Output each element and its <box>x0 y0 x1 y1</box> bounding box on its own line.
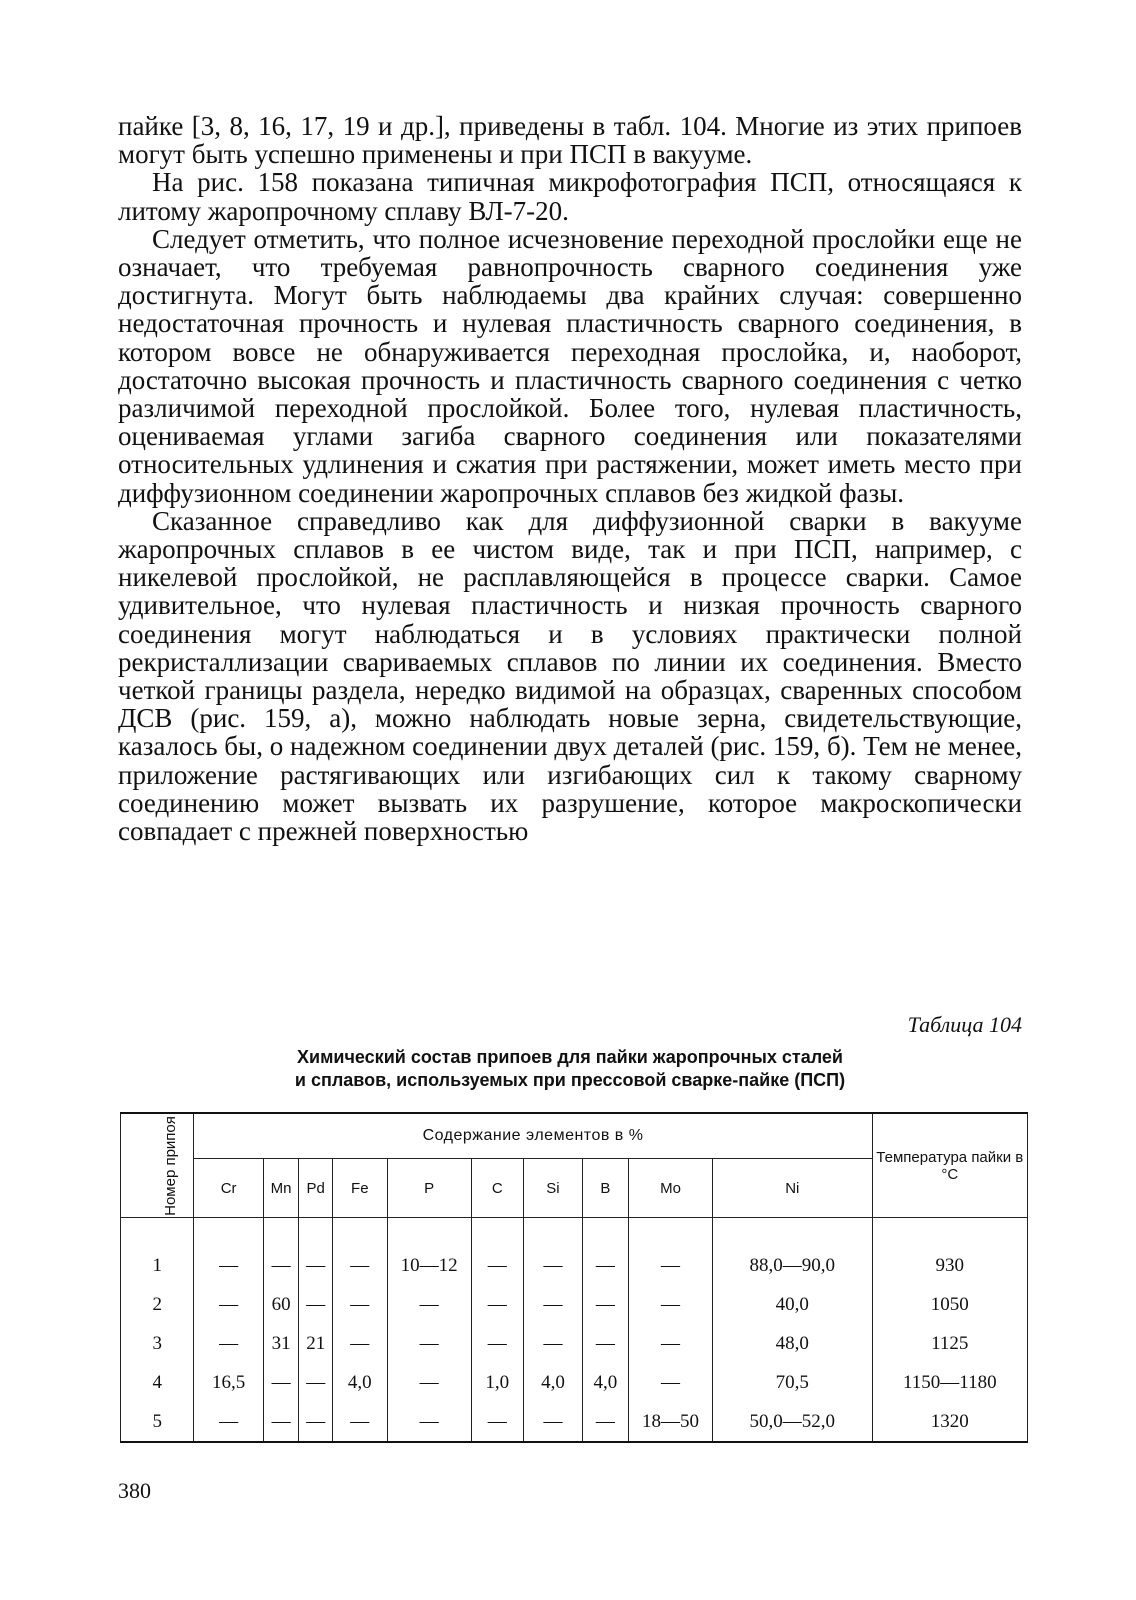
table-cell: — <box>387 1402 471 1442</box>
page-number: 380 <box>118 1478 151 1503</box>
table-cell <box>629 1218 713 1247</box>
table-cell: — <box>471 1246 523 1285</box>
table-cell: — <box>333 1324 388 1363</box>
table-cell: — <box>629 1324 713 1363</box>
table-cell: — <box>194 1285 263 1324</box>
table-cell <box>387 1218 471 1247</box>
header-temperature: Температура пайки в °С <box>872 1113 1027 1218</box>
header-element: Mo <box>629 1159 713 1218</box>
table-cell: 2 <box>121 1285 194 1324</box>
table-number: Таблица 104 <box>907 1012 1022 1037</box>
table-cell: 4,0 <box>333 1363 388 1402</box>
table-cell: — <box>582 1246 628 1285</box>
paragraph: На рис. 158 показана типичная микрофотография ПСП, относящаяся к литому жаропрочному сплаву ВЛ-7-20. <box>118 167 1022 226</box>
table-cell: 4,0 <box>524 1363 583 1402</box>
table-cell <box>872 1218 1027 1247</box>
table-cell: — <box>471 1324 523 1363</box>
header-element: Pd <box>299 1159 333 1218</box>
table-row <box>121 1246 1028 1285</box>
table-cell: — <box>524 1402 583 1442</box>
header-element: P <box>387 1159 471 1218</box>
table-cell: — <box>194 1402 263 1442</box>
table-cell: 1,0 <box>471 1363 523 1402</box>
table-cell: 21 <box>299 1324 333 1363</box>
table-cell: 88,0—90,0 <box>712 1246 872 1285</box>
table-cell <box>471 1218 523 1247</box>
table-row <box>121 1402 1028 1442</box>
table-cell: 1320 <box>872 1402 1027 1442</box>
table-cell: — <box>299 1402 333 1442</box>
table-cell: — <box>263 1363 299 1402</box>
table-cell: 10—12 <box>387 1246 471 1285</box>
table-title <box>118 1046 1022 1092</box>
table-cell: 31 <box>263 1324 299 1363</box>
table-row <box>121 1285 1028 1324</box>
table-cell: 1150—1180 <box>872 1363 1027 1402</box>
table-cell: — <box>333 1285 388 1324</box>
table-cell: — <box>471 1402 523 1442</box>
table-title-line: Химический состав припоев для пайки жаропрочных сталей <box>297 1047 843 1067</box>
table-cell: — <box>629 1285 713 1324</box>
table-cell: 70,5 <box>712 1363 872 1402</box>
table-cell: — <box>524 1324 583 1363</box>
table-cell <box>263 1218 299 1247</box>
table-cell: 18—50 <box>629 1402 713 1442</box>
table-cell: — <box>387 1285 471 1324</box>
table-cell <box>333 1218 388 1247</box>
table-cell: — <box>333 1246 388 1285</box>
table-cell <box>524 1218 583 1247</box>
paragraph: Сказанное справедливо как для диффузионной сварки в вакууме жаропрочных сплавов в ее чистом виде, так и при ПСП, например, с никелевой прослойкой, не расплавляющейся в процессе сварки. Самое удивительное, что нулевая пластичность и низкая прочность сварного соединения могут наблюдаться и в условиях практически полной рекристаллизации свариваемых сплавов по линии их соединения. Вместо четкой границы раздела, нередко видимой на образцах, сваренных способом ДСВ (рис. 159, а), можно наблюдать новые зерна, свидетельствующие, казалось бы, о надежном соединении двух деталей (рис. 159, б). Тем не менее, приложение растягивающих или изгибающих сил к такому сварному соединению может вызвать их разрушение, которое макроскопически совпадает с прежней поверхностью <box>118 505 1022 847</box>
table-cell: — <box>582 1402 628 1442</box>
table-cell <box>194 1218 263 1247</box>
table-cell: 1125 <box>872 1324 1027 1363</box>
table-row <box>121 1363 1028 1402</box>
table-cell: 4 <box>121 1363 194 1402</box>
table-cell: — <box>387 1363 471 1402</box>
table-cell: 3 <box>121 1324 194 1363</box>
table-cell: — <box>471 1285 523 1324</box>
table-cell: 4,0 <box>582 1363 628 1402</box>
table-cell: 930 <box>872 1246 1027 1285</box>
table-cell: — <box>263 1402 299 1442</box>
solder-composition-table <box>120 1112 1028 1443</box>
header-element: Fe <box>333 1159 388 1218</box>
header-element: Cr <box>194 1159 263 1218</box>
header-group: Содержание элементов в % <box>194 1113 872 1159</box>
table-cell: 40,0 <box>712 1285 872 1324</box>
header-number: Номер припоя <box>121 1113 194 1218</box>
table-cell: — <box>333 1402 388 1442</box>
header-element: Ni <box>712 1159 872 1218</box>
table-cell: 5 <box>121 1402 194 1442</box>
table-cell: — <box>387 1324 471 1363</box>
table-cell: — <box>194 1246 263 1285</box>
table-cell <box>121 1218 194 1247</box>
paragraph: Следует отметить, что полное исчезновение переходной прослойки еще не означает, что требуемая равнопрочность сварного соединения уже достигнута. Могут быть наблюдаемы два крайних случая: совершенно недостаточная прочность и нулевая пластичность сварного соединения, в котором вовсе не обнаруживается переходная прослойка, и, наоборот, достаточно высокая прочность и пластичность сварного соединения с четко различимой переходной прослойкой. Более того, нулевая пластичность, оцениваемая углами загиба сварного соединения или показателями относительных удлинения и сжатия при растяжении, может иметь место при диффузионном соединении жаропрочных сплавов без жидкой фазы. <box>118 223 1022 508</box>
table-cell: — <box>299 1363 333 1402</box>
header-element: C <box>471 1159 523 1218</box>
table-cell: 50,0—52,0 <box>712 1402 872 1442</box>
table-cell: — <box>524 1246 583 1285</box>
table-cell: — <box>582 1285 628 1324</box>
table-cell: — <box>629 1363 713 1402</box>
table-cell <box>712 1218 872 1247</box>
header-element: Si <box>524 1159 583 1218</box>
table-cell: — <box>629 1246 713 1285</box>
table-cell: 48,0 <box>712 1324 872 1363</box>
table-cell: 1050 <box>872 1285 1027 1324</box>
table-cell: — <box>299 1285 333 1324</box>
table-row <box>121 1324 1028 1363</box>
paragraph: пайке [3, 8, 16, 17, 19 и др.], приведены в табл. 104. Многие из этих припоев могут быть успешно применены и при ПСП в вакууме. <box>118 111 1022 170</box>
table-cell: — <box>299 1246 333 1285</box>
header-element: B <box>582 1159 628 1218</box>
table-cell: 60 <box>263 1285 299 1324</box>
header-element: Mn <box>263 1159 299 1218</box>
body-text <box>118 112 1022 845</box>
table-title-line: и сплавов, используемых при прессовой сварке-пайке (ПСП) <box>294 1070 846 1090</box>
table-cell: — <box>194 1324 263 1363</box>
table-cell <box>582 1218 628 1247</box>
table-cell: 1 <box>121 1246 194 1285</box>
table-cell <box>299 1218 333 1247</box>
table-cell: — <box>263 1246 299 1285</box>
table-cell: 16,5 <box>194 1363 263 1402</box>
table-cell: — <box>524 1285 583 1324</box>
table-cell: — <box>582 1324 628 1363</box>
